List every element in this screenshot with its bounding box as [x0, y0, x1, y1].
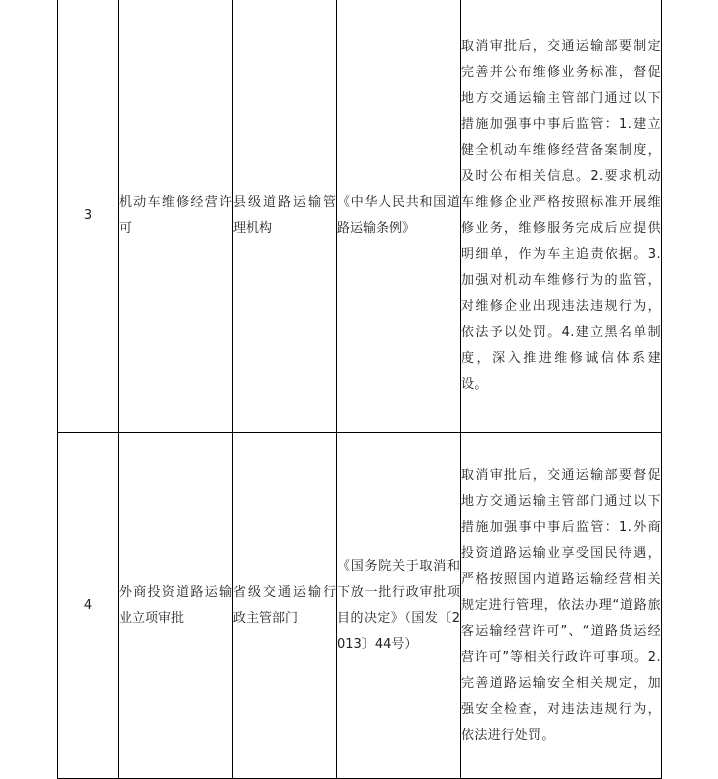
row-number: 4 — [83, 597, 93, 613]
row-number-cell — [58, 0, 119, 433]
implementing-authority: 县级道路运输管理机构 — [233, 195, 336, 236]
row-number-cell — [58, 433, 119, 779]
item-name-cell — [119, 0, 233, 433]
supervision-measures: 取消审批后，交通运输部要督促地方交通运输主管部门通过以下措施加强事中事后监管：1.外商投资道路运输业享受国民待遇，严格按照国内道路运输经营相关规定进行管理，依法办理“道路旅客运输经营许可”、“道路货运经营许可”等相关行政许可事项。2.完善道路运输安全相关规定，加强安全检查，对违法违规行为，依法进行处罚。 — [461, 467, 661, 743]
legal-basis: 《中华人民共和国道路运输条例》 — [337, 195, 460, 236]
authority-cell — [233, 433, 337, 779]
item-name-cell — [119, 433, 233, 779]
implementing-authority: 省级交通运输行政主管部门 — [233, 584, 336, 626]
item-name: 外商投资道路运输业立项审批 — [119, 584, 232, 626]
supervision-measures-cell — [461, 433, 662, 779]
supervision-measures-cell — [461, 0, 662, 433]
authority-cell — [233, 0, 337, 433]
table-row — [58, 433, 662, 779]
legal-basis-cell — [337, 0, 461, 433]
legal-basis: 《国务院关于取消和下放一批行政审批项目的决定》（国发〔2013〕44号） — [337, 558, 460, 652]
row-number: 3 — [83, 208, 93, 223]
item-name: 机动车维修经营许可 — [119, 195, 232, 236]
table-row — [58, 0, 662, 433]
approval-items-table — [57, 0, 662, 779]
legal-basis-cell — [337, 433, 461, 779]
supervision-measures: 取消审批后，交通运输部要制定完善并公布维修业务标准，督促地方交通运输主管部门通过以下措施加强事中事后监管：1.建立健全机动车维修经营备案制度，及时公布相关信息。2.要求机动车维修企业严格按照标准开展维修业务，维修服务完成后应提供明细单，作为车主追责依据。3.加强对机动车维修行为的监管，对维修企业出现违法违规行为，依法予以处罚。4.建立黑名单制度，深入推进维修诚信体系建设。 — [461, 39, 661, 392]
